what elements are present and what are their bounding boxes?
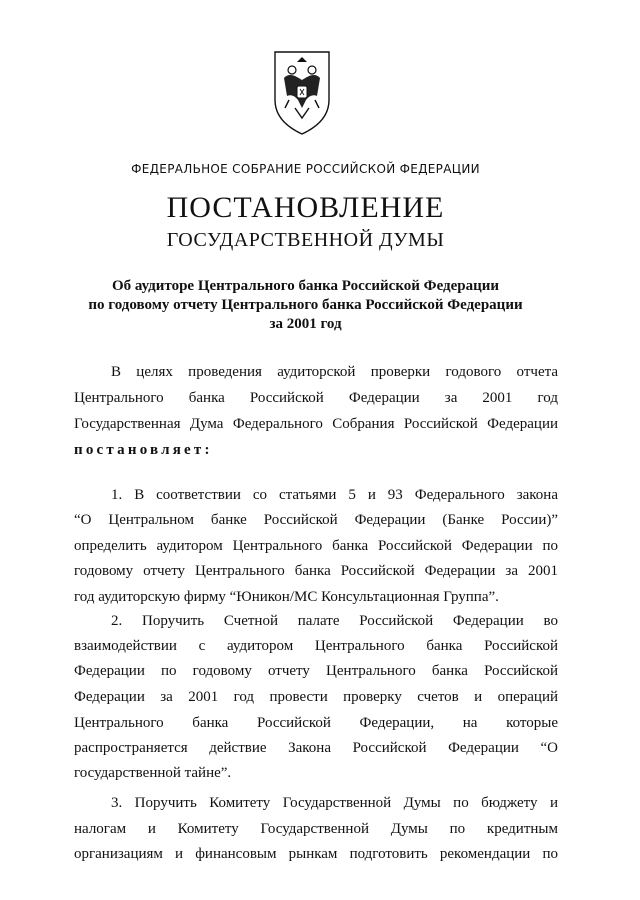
- body-line: распространяется действие Закона Российской Федерации “О: [74, 740, 558, 756]
- body-line: годовому отчету Центрального банка Российской Федерации за 2001: [74, 563, 558, 579]
- body-line: Государственная Дума Федерального Собрания Российской Федерации: [74, 416, 558, 432]
- body-line: год аудиторскую фирму “Юникон/МС Консультационная Группа”.: [74, 589, 499, 605]
- body-line: 2. Поручить Счетной палате Российской Федерации во: [111, 613, 558, 629]
- body-line: определить аудитором Центрального банка Российской Федерации по: [74, 538, 558, 554]
- body-line: налогам и Комитету Государственной Думы по кредитным: [74, 821, 558, 837]
- title-line: по годовому отчету Центрального банка Российской Федерации: [88, 297, 523, 313]
- issuer-heading: ГОСУДАРСТВЕННОЙ ДУМЫ: [166, 229, 445, 251]
- title-line: за 2001 год: [269, 316, 342, 332]
- document-title: [0, 277, 611, 334]
- body-line: государственной тайне”.: [74, 765, 232, 781]
- state-emblem-icon: [271, 48, 333, 136]
- body-line: 1. В соответствии со статьями 5 и 93 Федерального закона: [111, 487, 558, 503]
- body-line: Федерации за 2001 год провести проверку счетов и операций: [74, 689, 558, 705]
- body-line: Центрального банка Российской Федерации за 2001 год: [74, 390, 558, 406]
- title-line: Об аудиторе Центрального банка Российской Федерации: [111, 278, 500, 294]
- body-line: Федерации по годовому отчету Центрального банка Российской: [74, 663, 558, 679]
- body-line: организациям и финансовым рынкам подготовить рекомендации по: [74, 846, 558, 862]
- body-line: “О Центральном банке Российской Федерации (Банке России)”: [74, 512, 558, 528]
- body-line: Центрального банка Российской Федерации, на которые: [74, 715, 558, 731]
- org-heading: ФЕДЕРАЛЬНОЕ СОБРАНИЕ РОССИЙСКОЙ ФЕДЕРАЦИИ: [131, 162, 480, 176]
- body-line: В целях проведения аудиторской проверки годового отчета: [111, 364, 558, 380]
- body-line: взаимодействии с аудитором Центрального банка Российской: [74, 638, 558, 654]
- document-type: ПОСТАНОВЛЕНИЕ: [166, 191, 445, 224]
- body-line: 3. Поручить Комитету Государственной Думы по бюджету и: [111, 795, 558, 811]
- resolution-word: постановляет:: [74, 442, 213, 458]
